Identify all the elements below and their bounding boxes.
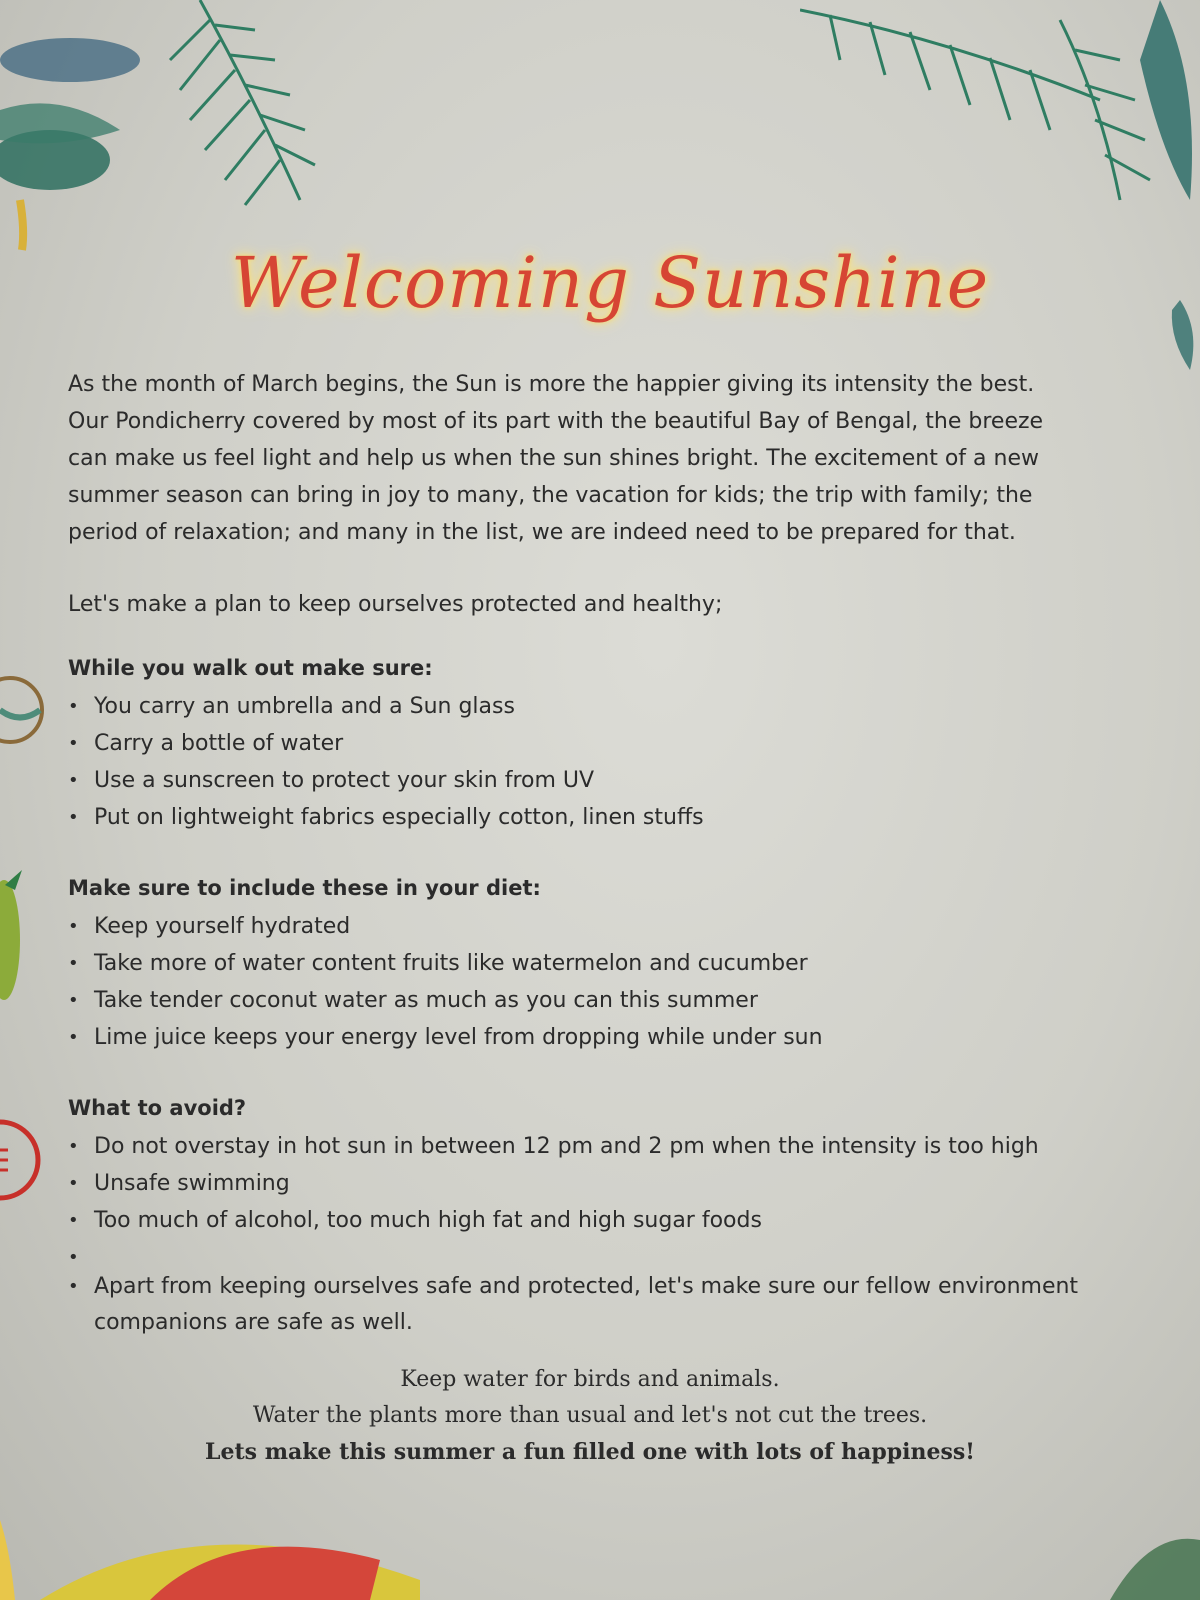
bullet-list xyxy=(68,1128,1188,1341)
section-heading: What to avoid? xyxy=(68,1096,247,1120)
intro-paragraph xyxy=(68,366,1168,551)
palm-leaves-icon xyxy=(0,0,380,260)
list-item: • Take more of water content fruits like watermelon and cucumber xyxy=(68,945,1188,982)
watermelon-icon xyxy=(0,1480,1200,1600)
closing-message xyxy=(150,1362,1030,1470)
section-walk-out xyxy=(68,652,1188,836)
list-item: • You carry an umbrella and a Sun glass xyxy=(68,688,1188,725)
list-item: • Apart from keeping ourselves safe and protected, let's make sure our fellow environment companions are safe as well. xyxy=(68,1269,1188,1341)
list-item: • Too much of alcohol, too much high fat and high sugar foods xyxy=(68,1202,1188,1239)
list-item: • Keep yourself hydrated xyxy=(68,908,1188,945)
bullet-list xyxy=(68,688,1188,836)
section-heading: Make sure to include these in your diet: xyxy=(68,876,541,900)
section-heading: While you walk out make sure: xyxy=(68,656,433,680)
list-item: • Unsafe swimming xyxy=(68,1165,1188,1202)
section-diet xyxy=(68,872,1188,1056)
closing-line: Water the plants more than usual and let's not cut the trees. xyxy=(252,1403,928,1428)
intro-line: As the month of March begins, the Sun is more the happier giving its intensity the best. xyxy=(68,372,1035,397)
closing-line: Keep water for birds and animals. xyxy=(400,1367,780,1392)
page-title: Welcoming Sunshine xyxy=(230,242,990,324)
closing-line: Lets make this summer a fun filled one with lots of happiness! xyxy=(205,1439,975,1465)
list-item: • Lime juice keeps your energy level from dropping while under sun xyxy=(68,1019,1188,1056)
list-item: • Take tender coconut water as much as you can this summer xyxy=(68,982,1188,1019)
list-item xyxy=(68,1239,1188,1269)
fruit-icon xyxy=(0,670,50,1230)
lead-text: Let's make a plan to keep ourselves protected and healthy; xyxy=(68,592,723,617)
intro-line: summer season can bring in joy to many, the vacation for kids; the trip with family; the xyxy=(68,483,1033,508)
intro-line: period of relaxation; and many in the list, we are indeed need to be prepared for that. xyxy=(68,520,1016,545)
intro-line: can make us feel light and help us when the sun shines bright. The excitement of a new xyxy=(68,446,1039,471)
intro-line: Our Pondicherry covered by most of its part with the beautiful Bay of Bengal, the breeze xyxy=(68,409,1044,434)
section-avoid xyxy=(68,1092,1188,1341)
list-item: • Use a sunscreen to protect your skin from UV xyxy=(68,762,1188,799)
list-item: • Carry a bottle of water xyxy=(68,725,1188,762)
list-item: • Put on lightweight fabrics especially cotton, linen stuffs xyxy=(68,799,1188,836)
list-item: • Do not overstay in hot sun in between 12 pm and 2 pm when the intensity is too high xyxy=(68,1128,1188,1165)
bullet-list xyxy=(68,908,1188,1056)
